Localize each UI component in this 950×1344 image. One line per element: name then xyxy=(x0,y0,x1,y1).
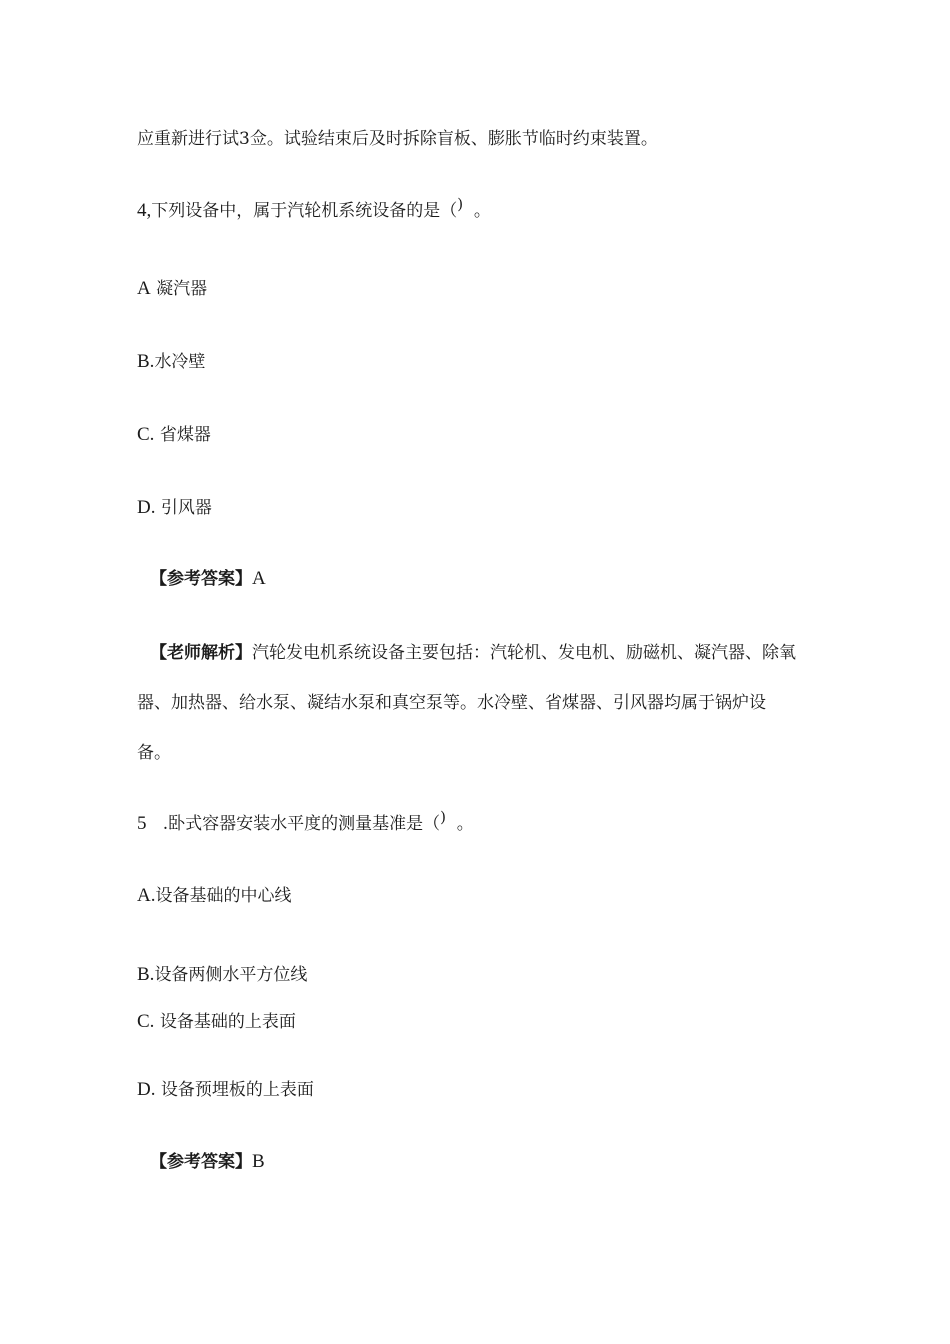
q5-option-b xyxy=(137,964,307,986)
answer-blank-paren: ) xyxy=(440,808,446,826)
q5-option-d xyxy=(137,1079,314,1101)
q4-answer xyxy=(150,568,266,590)
option-letter: B. xyxy=(137,964,155,985)
analysis-text: 备。 xyxy=(137,743,171,763)
q4-option-b xyxy=(137,351,205,373)
option-letter: C. xyxy=(137,1011,155,1032)
question-number: 5 xyxy=(137,813,147,834)
analysis-text: 汽轮发电机系统设备主要包括：汽轮机、发电机、励磁机、凝汽器、除氧 xyxy=(252,643,796,663)
q4-option-a xyxy=(137,278,207,300)
question-text: 下列设备中，属于汽轮机系统设备的是（ xyxy=(151,201,458,221)
continuation-text: 应重新进行试3佥。试验结束后及时拆除盲板、膨胀节临时约束装置。 xyxy=(137,129,658,149)
question-number: 4, xyxy=(137,200,152,221)
option-text: 设备基础的上表面 xyxy=(159,1012,296,1032)
answer-blank-paren: ) xyxy=(457,195,464,213)
option-text: 凝汽器 xyxy=(156,279,208,299)
answer-value: B xyxy=(252,1151,265,1172)
analysis-label: 【老师解析】 xyxy=(150,643,252,663)
option-letter: A. xyxy=(137,885,156,906)
q5-option-c xyxy=(137,1011,296,1033)
option-letter: A xyxy=(137,278,151,299)
analysis-text: 器、加热器、给水泵、凝结水泵和真空泵等。水冷壁、省煤器、引风器均属于锅炉设 xyxy=(137,693,766,713)
q4-option-c xyxy=(137,424,211,446)
option-text: 水冷壁 xyxy=(154,352,206,372)
q4-analysis-line-1 xyxy=(150,642,796,664)
q4-option-d xyxy=(137,497,212,519)
question-text: .卧式容器安装水平度的测量基准是（ xyxy=(162,814,441,834)
q5-answer xyxy=(150,1151,265,1173)
option-letter: D. xyxy=(137,497,156,518)
option-letter: C. xyxy=(137,424,155,445)
question-end-punct: 。 xyxy=(456,814,474,834)
answer-label: 【参考答案】 xyxy=(150,569,252,589)
q4-analysis-line-3 xyxy=(137,742,171,764)
option-text: 设备基础的中心线 xyxy=(155,886,292,906)
option-text: 设备两侧水平方位线 xyxy=(154,965,308,985)
question-5-stem xyxy=(137,808,474,835)
answer-value: A xyxy=(252,568,266,589)
option-letter: D. xyxy=(137,1079,156,1100)
answer-label: 【参考答案】 xyxy=(150,1152,252,1172)
question-4-stem xyxy=(137,195,491,222)
q5-option-a xyxy=(137,885,291,907)
continuation-line xyxy=(137,128,658,150)
option-text: 设备预埋板的上表面 xyxy=(160,1080,314,1100)
q4-analysis-line-2 xyxy=(137,692,766,714)
option-text: 引风器 xyxy=(160,498,212,518)
question-end-punct: 。 xyxy=(473,201,491,221)
option-letter: B. xyxy=(137,351,155,372)
option-text: 省煤器 xyxy=(159,425,211,445)
